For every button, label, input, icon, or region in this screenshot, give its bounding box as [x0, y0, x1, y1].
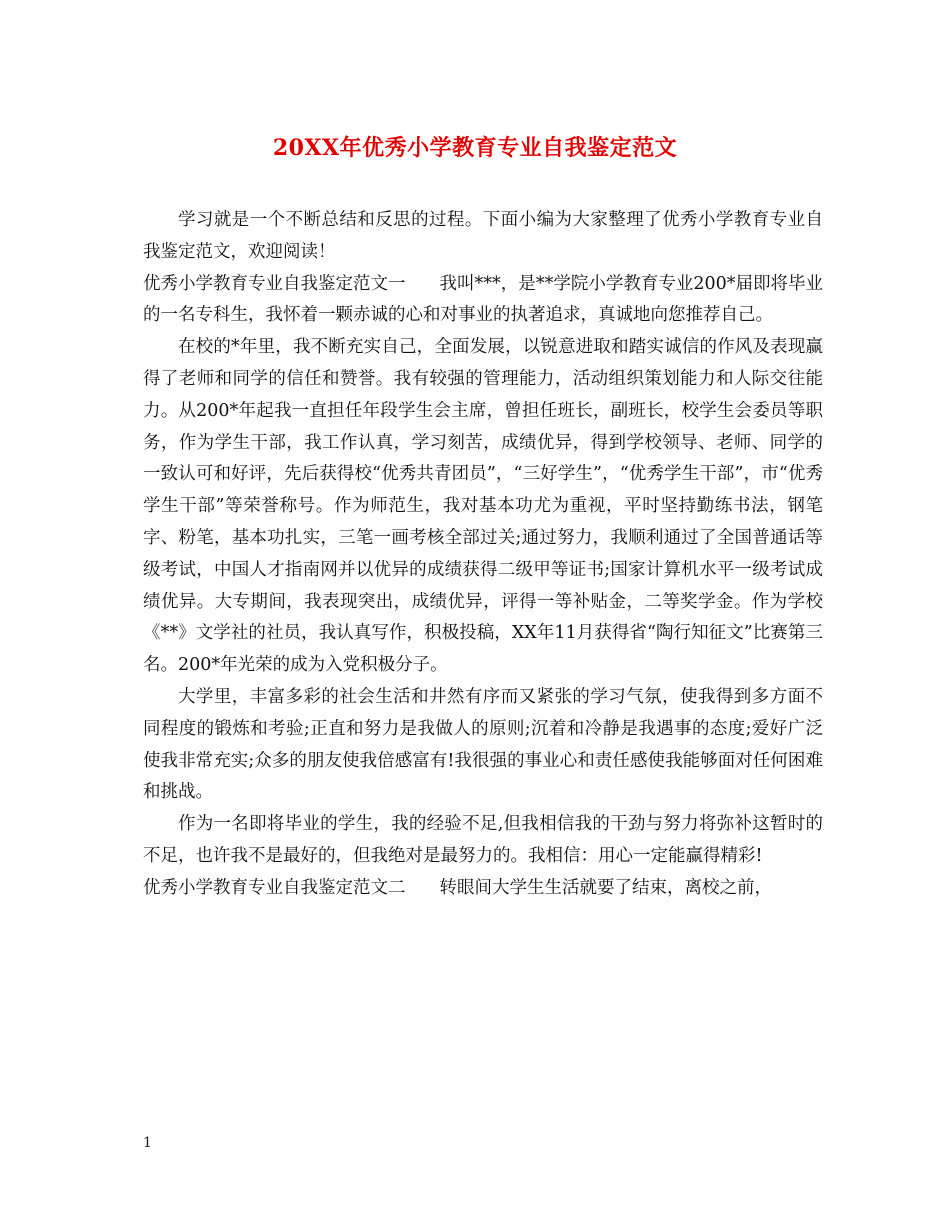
page-number: 1 [143, 1135, 152, 1151]
section-2-heading: 优秀小学教育专业自我鉴定范文二 [143, 877, 406, 898]
paragraph-university-life: 大学里，丰富多彩的社会生活和井然有序而又紧张的学习气氛，使我得到多方面不同程度的锻炼和考验;正直和努力是我做人的原则;沉着和冷静是我遇事的态度;爱好广泛使我非常充实;众多的朋友使我倍感富有!我很强的事业心和责任感使我能够面对任何困难和挑战。 [143, 686, 823, 803]
intro-paragraph: 学习就是一个不断总结和反思的过程。下面小编为大家整理了优秀小学教育专业自我鉴定范文，欢迎阅读！ [143, 210, 823, 262]
section-1-heading: 优秀小学教育专业自我鉴定范文一 [143, 273, 406, 294]
section-1-paragraph [143, 269, 823, 333]
section-1-opening: 我叫***，是**学院小学教育专业200*届即将毕业的一名专科生，我怀着一颗赤诚的心和对事业的执著追求，真诚地向您推荐自己。 [143, 273, 824, 326]
section-2-paragraph [143, 873, 823, 905]
paragraph-experience: 在校的*年里，我不断充实自己，全面发展，以锐意进取和踏实诚信的作风及表现赢得了老师和同学的信任和赞誉。我有较强的管理能力，活动组织策划能力和人际交往能力。从200*年起我一直担任年段学生会主席，曾担任班长，副班长，校学生会委员等职务，作为学生干部，我工作认真，学习刻苦，成绩优异，得到学校领导、老师、同学的一致认可和好评，先后获得校“优秀共青团员”，“三好学生”，“优秀学生干部”，市“优秀学生干部”等荣誉称号。作为师范生，我对基本功尤为重视，平时坚持勤练书法，钢笔字、粉笔，基本功扎实，三笔一画考核全部过关;通过努力，我顺利通过了全国普通话等级考试，中国人才指南网并以优异的成绩获得二级甲等证书;国家计算机水平一级考试成绩优异。大专期间，我表现突出，成绩优异，评得一等补贴金，二等奖学金。作为学校《**》文学社的社员，我认真写作，积极投稿，XX年11月获得省“陶行知征文”比赛第三名。200*年光荣的成为入党积极分子。 [143, 337, 823, 676]
document-body [143, 205, 823, 905]
document-title: 20XX年优秀小学教育专业自我鉴定范文 [272, 135, 678, 161]
paragraph-conclusion: 作为一名即将毕业的学生，我的经验不足,但我相信我的干劲与努力将弥补这暂时的不足，也许我不是最好的，但我绝对是最努力的。我相信：用心一定能赢得精彩! [143, 814, 823, 866]
section-2-opening: 转眼间大学生生活就要了结束，离校之前， [439, 877, 772, 898]
